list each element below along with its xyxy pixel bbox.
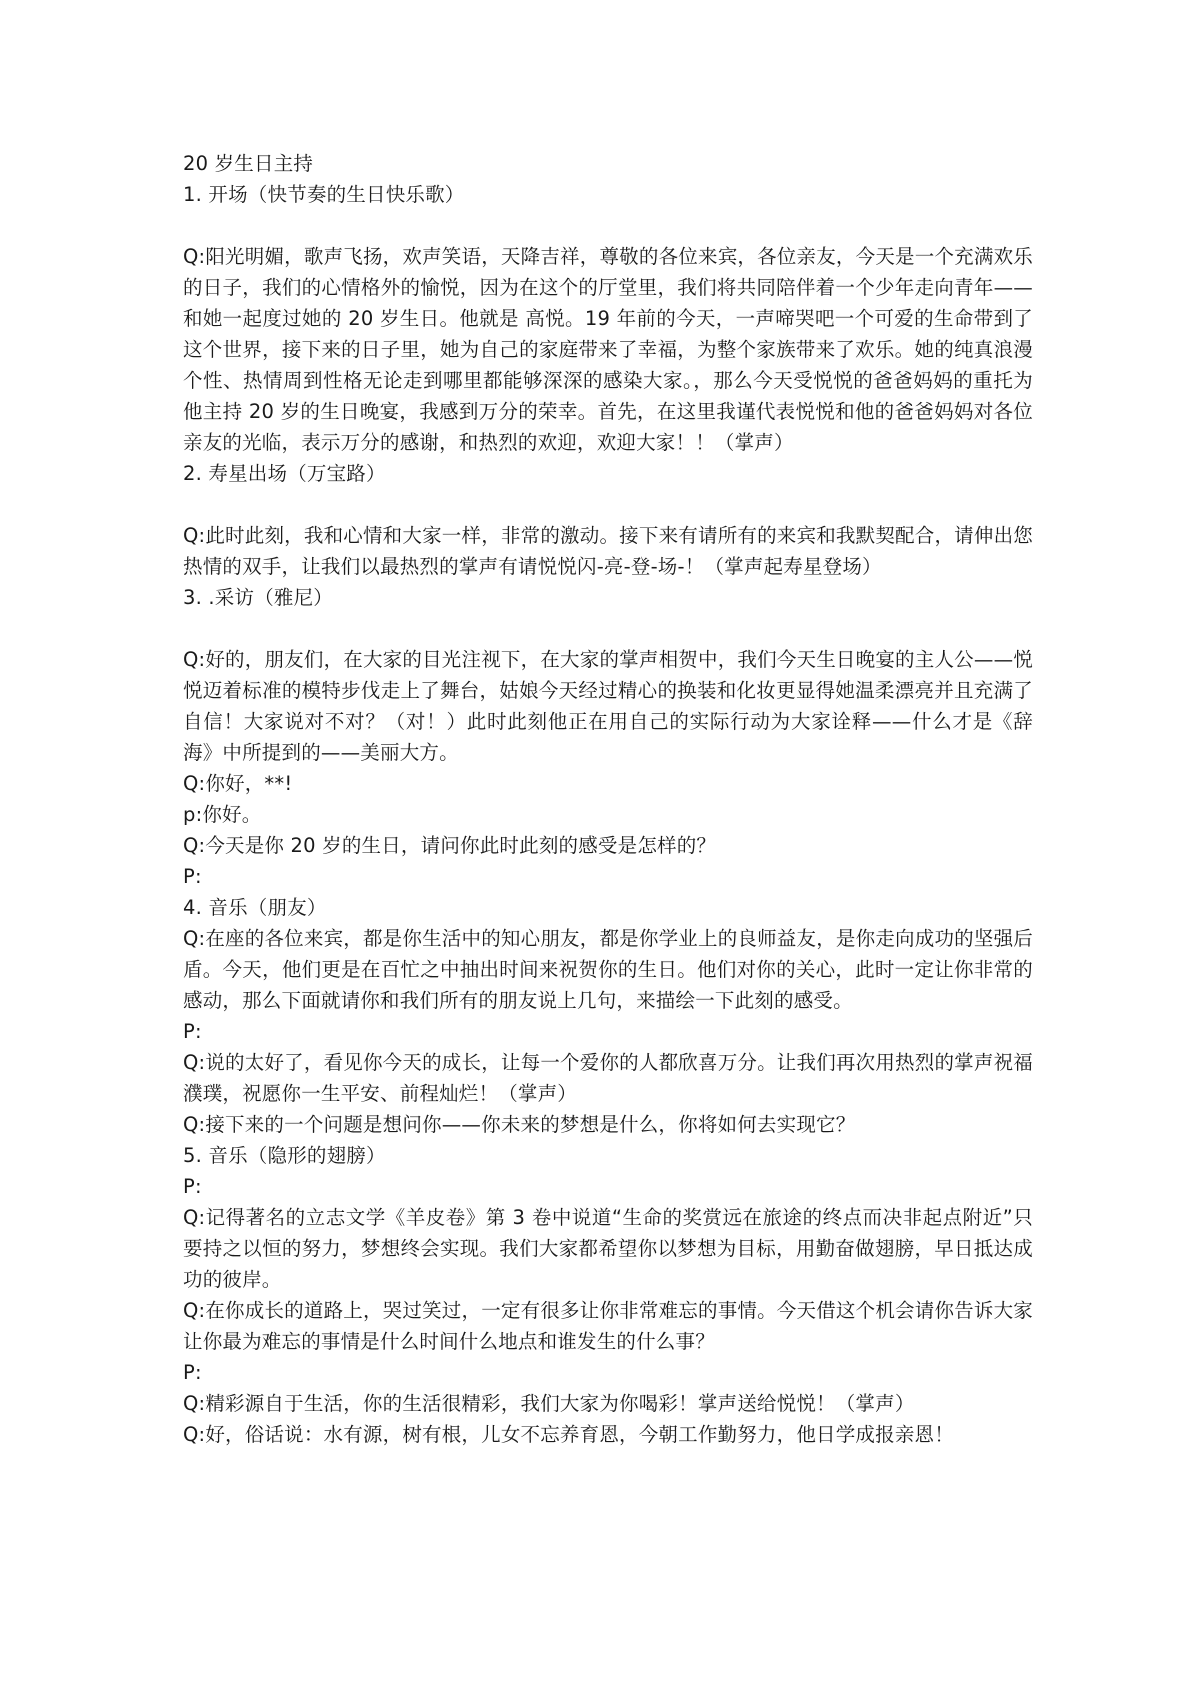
text-line: 5. 音乐（隐形的翅膀） [183, 1144, 386, 1167]
text-line: 3. .采访（雅尼） [183, 586, 334, 609]
text-line: Q:接下来的一个问题是想问你——你未来的梦想是什么，你将如何去实现它？ [183, 1113, 856, 1136]
paragraph: Q:在座的各位来宾，都是你生活中的知心朋友，都是你学业上的良师益友，是你走向成功的坚强后盾。今天，他们更是在百忙之中抽出时间来祝贺你的生日。他们对你的关心，此时一定让你非常的感动，那么下面就请你和我们所有的朋友说上几句，来描绘一下此刻的感受。 [183, 927, 1033, 1012]
text-line: 4. 音乐（朋友） [183, 896, 327, 919]
text-line: p:你好。 [183, 803, 262, 826]
blank-line [183, 210, 1033, 241]
text-line: Q:精彩源自于生活，你的生活很精彩，我们大家为你喝彩！掌声送给悦悦！（掌声） [183, 1392, 915, 1415]
document-body [183, 148, 1033, 1450]
text-line: 1. 开场（快节奏的生日快乐歌） [183, 183, 465, 206]
text-line: P: [183, 865, 202, 888]
text-line: P: [183, 1361, 202, 1384]
text-line: 2. 寿星出场（万宝路） [183, 462, 386, 485]
blank-line [183, 613, 1033, 644]
paragraph: Q:此时此刻，我和心情和大家一样，非常的激动。接下来有请所有的来宾和我默契配合，请伸出您热情的双手，让我们以最热烈的掌声有请悦悦闪-亮-登-场-！（掌声起寿星登场） [183, 524, 1033, 578]
text-line: Q:今天是你 20 岁的生日，请问你此时此刻的感受是怎样的？ [183, 834, 717, 857]
text-line: Q:你好，**! [183, 772, 293, 795]
paragraph: Q:在你成长的道路上，哭过笑过，一定有很多让你非常难忘的事情。今天借这个机会请你告诉大家让你最为难忘的事情是什么时间什么地点和谁发生的什么事？ [183, 1299, 1033, 1353]
paragraph: Q:记得著名的立志文学《羊皮卷》第 3 卷中说道“生命的奖赏远在旅途的终点而决非起点附近”只要持之以恒的努力，梦想终会实现。我们大家都希望你以梦想为目标，用勤奋做翅膀，早日抵达成功的彼岸。 [183, 1206, 1033, 1291]
blank-line [183, 489, 1033, 520]
document-title: 20 岁生日主持 [183, 152, 314, 175]
text-line: P: [183, 1175, 202, 1198]
paragraph: Q:阳光明媚，歌声飞扬，欢声笑语，天降吉祥，尊敬的各位来宾，各位亲友，今天是一个充满欢乐的日子，我们的心情格外的愉悦，因为在这个的厅堂里，我们将共同陪伴着一个少年走向青年——和她一起度过她的 20 岁生日。他就是 高悦。19 年前的今天，一声啼哭吧一个可爱的生命带到了这个世界，接下来的日子里，她为自己的家庭带来了幸福，为整个家族带来了欢乐。她的纯真浪漫个性、热情周到性格无论走到哪里都能够深深的感染大家。，那么今天受悦悦的爸爸妈妈的重托为他主持 20 岁的生日晚宴，我感到万分的荣幸。首先，在这里我谨代表悦悦和他的爸爸妈妈对各位亲友的光临，表示万分的感谢，和热烈的欢迎，欢迎大家！！（掌声） [183, 245, 1033, 454]
text-line: Q:好，俗话说：水有源，树有根，儿女不忘养育恩，今朝工作勤努力，他日学成报亲恩！ [183, 1423, 954, 1446]
paragraph: Q:好的，朋友们，在大家的目光注视下，在大家的掌声相贺中，我们今天生日晚宴的主人公——悦悦迈着标准的模特步伐走上了舞台，姑娘今天经过精心的换装和化妆更显得她温柔漂亮并且充满了自信！大家说对不对？（对！）此时此刻他正在用自己的实际行动为大家诠释——什么才是《辞海》中所提到的——美丽大方。 [183, 648, 1033, 764]
paragraph: Q:说的太好了，看见你今天的成长，让每一个爱你的人都欣喜万分。让我们再次用热烈的掌声祝福濮璞，祝愿你一生平安、前程灿烂！（掌声） [183, 1051, 1033, 1105]
text-line: P: [183, 1020, 202, 1043]
